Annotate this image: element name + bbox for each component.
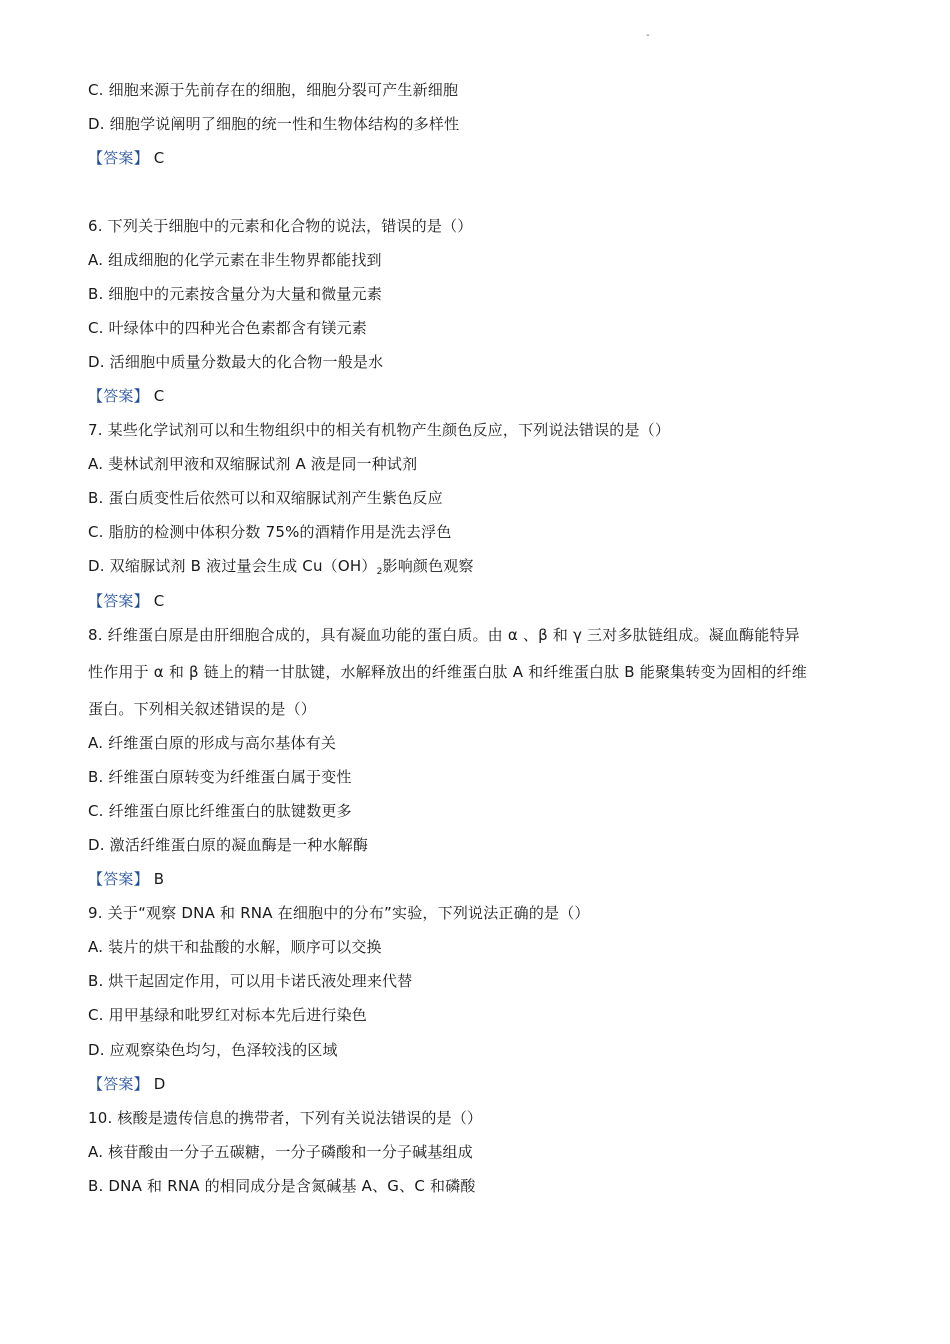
question-line: 10. 核酸是遗传信息的携带者，下列有关说法错误的是（） (88, 1109, 483, 1127)
answer-label: 【答案】 (88, 870, 149, 888)
answer-value: C (153, 387, 165, 405)
question-line: 性作用于 α 和 β 链上的精一甘肽键，水解释放出的纤维蛋白肽 A 和纤维蛋白肽 B 能聚集转变为固相的纤维 (88, 663, 807, 681)
option-line: A. 斐林试剂甲液和双缩脲试剂 A 液是同一种试剂 (88, 455, 418, 473)
option-line: B. 纤维蛋白原转变为纤维蛋白属于变性 (88, 768, 352, 786)
option-line: A. 纤维蛋白原的形成与高尔基体有关 (88, 734, 337, 752)
answer-value: C (153, 592, 165, 610)
answer-value: B (153, 870, 165, 888)
answer-value: C (153, 149, 165, 167)
question-line: 7. 某些化学试剂可以和生物组织中的相关有机物产生颜色反应，下列说法错误的是（） (88, 421, 671, 439)
answer-line (88, 869, 164, 889)
option-line: C. 脂肪的检测中体积分数 75%的酒精作用是洗去浮色 (88, 523, 452, 541)
answer-label: 【答案】 (88, 592, 149, 610)
answer-line (88, 591, 164, 611)
answer-line (88, 386, 164, 406)
option-line: D. 活细胞中质量分数最大的化合物一般是水 (88, 353, 384, 371)
answer-label: 【答案】 (88, 1075, 149, 1093)
answer-label: 【答案】 (88, 149, 149, 167)
option-line: B. 烘干起固定作用，可以用卡诺氏液处理来代替 (88, 972, 413, 990)
option-line (88, 556, 474, 582)
option-line: B. 细胞中的元素按含量分为大量和微量元素 (88, 285, 383, 303)
answer-line (88, 148, 164, 168)
answer-label: 【答案】 (88, 387, 149, 405)
option-line: C. 细胞来源于先前存在的细胞，细胞分裂可产生新细胞 (88, 81, 459, 99)
option-line: D. 激活纤维蛋白原的凝血酶是一种水解酶 (88, 836, 369, 854)
option-line: A. 核苷酸由一分子五碳糖，一分子磷酸和一分子碱基组成 (88, 1143, 473, 1161)
option-line: C. 纤维蛋白原比纤维蛋白的肽键数更多 (88, 802, 352, 820)
option-text-end: 影响颜色观察 (382, 557, 474, 575)
option-line: C. 用甲基绿和吡罗红对标本先后进行染色 (88, 1006, 368, 1024)
option-line: B. DNA 和 RNA 的相同成分是含氮碱基 A、G、C 和磷酸 (88, 1177, 476, 1195)
option-line: D. 应观察染色均匀，色泽较浅的区域 (88, 1041, 338, 1059)
option-line: D. 细胞学说阐明了细胞的统一性和生物体结构的多样性 (88, 115, 460, 133)
question-line: 蛋白。下列相关叙述错误的是（） (88, 700, 317, 718)
option-line: A. 装片的烘干和盐酸的水解，顺序可以交换 (88, 938, 382, 956)
answer-value: D (153, 1075, 166, 1093)
header-mark: - (646, 30, 650, 41)
option-line: A. 组成细胞的化学元素在非生物界都能找到 (88, 251, 382, 269)
question-line: 9. 关于“观察 DNA 和 RNA 在细胞中的分布”实验，下列说法正确的是（） (88, 904, 590, 922)
option-line: C. 叶绿体中的四种光合色素都含有镁元素 (88, 319, 368, 337)
answer-line (88, 1074, 166, 1094)
subscript: 2 (376, 567, 383, 577)
option-line: B. 蛋白质变性后依然可以和双缩脲试剂产生紫色反应 (88, 489, 443, 507)
question-line: 6. 下列关于细胞中的元素和化合物的说法，错误的是（） (88, 217, 473, 235)
option-text: D. 双缩脲试剂 B 液过量会生成 Cu（OH） (88, 557, 377, 575)
question-line: 8. 纤维蛋白原是由肝细胞合成的，具有凝血功能的蛋白质。由 α 、β 和 γ 三对多肽链组成。凝血酶能特异 (88, 626, 800, 644)
